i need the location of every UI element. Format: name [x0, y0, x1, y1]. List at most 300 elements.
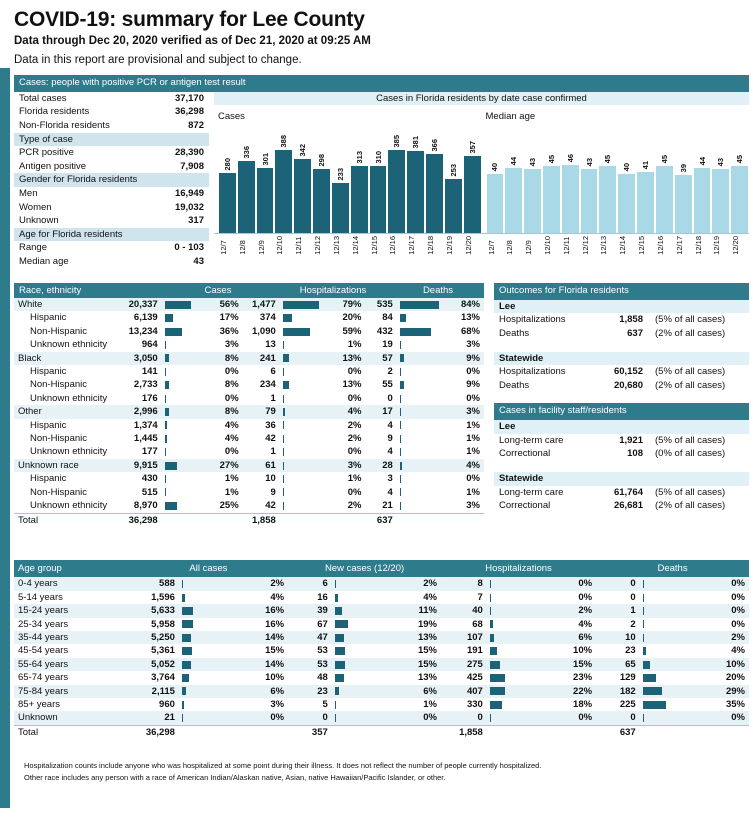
table-value: 65: [625, 658, 636, 670]
x-axis-tick: 12/20: [731, 235, 741, 255]
chart-bar: [487, 126, 504, 233]
stat-label: PCR positive: [19, 147, 74, 159]
bar-rect: [426, 154, 443, 233]
row-label: Unknown ethnicity: [30, 392, 108, 404]
outcome-row: [494, 327, 749, 341]
outcome-row: [494, 365, 749, 379]
table-percent: 16%: [265, 605, 285, 617]
inline-bar-cell: [332, 618, 404, 631]
inline-bar: [643, 647, 646, 655]
bar-rect: [407, 151, 424, 233]
bar-value-label: 381: [411, 136, 421, 149]
race-ethnicity-table: [14, 283, 484, 527]
footnote-1: Hospitalization counts include anyone who was hospitalized at some point during their illness. It does not reflect the number of people currently hospitalized.: [24, 761, 542, 770]
stat-value: 37,170: [174, 92, 204, 104]
table-value: 36,298: [145, 726, 175, 738]
table-value: 23: [317, 685, 328, 697]
inline-bar: [400, 435, 401, 443]
row-label: 35-44 years: [18, 632, 69, 644]
inline-bar-cell: [487, 618, 559, 631]
inline-bar-cell: [179, 591, 251, 604]
inline-bar: [643, 661, 650, 669]
inline-bar-cell: [397, 419, 453, 432]
chart-bar: [388, 126, 405, 233]
chart-bar: [275, 126, 292, 233]
table-value: 1,858: [252, 514, 276, 526]
chart-bar: [332, 126, 349, 233]
inline-bar: [490, 687, 505, 695]
table-value: 588: [159, 578, 175, 590]
table-percent: 13%: [342, 352, 362, 364]
table-value: 28: [382, 459, 393, 471]
row-label: Non-Hispanic: [30, 325, 88, 337]
table-value: 55: [382, 379, 393, 391]
stat-section-header: Gender for Florida residents: [14, 173, 209, 187]
bar-value-label: 39: [678, 164, 688, 173]
median-chart-label: Median age: [485, 110, 536, 122]
outcome-row: [494, 499, 749, 513]
inline-bar-cell: [397, 445, 453, 458]
age-col-group: Age group: [14, 560, 129, 577]
inline-bar: [165, 341, 166, 349]
chart-bar: [599, 126, 616, 233]
inline-bar-cell: [397, 472, 453, 485]
bar-value-label: 233: [335, 168, 345, 181]
table-percent: 1%: [423, 699, 437, 711]
inline-bar-cell: [280, 419, 335, 432]
table-value: 177: [141, 446, 158, 458]
stat-value: 872: [188, 120, 204, 131]
table-percent: 14%: [265, 658, 285, 670]
table-row: [14, 445, 484, 458]
age-col-new: New cases (12/20): [288, 560, 441, 577]
table-percent: 1%: [347, 339, 362, 351]
page-subtitle: Data through Dec 20, 2020 verified as of Dec 21, 2020 at 09:25 AM: [14, 35, 371, 48]
table-percent: 9%: [466, 379, 480, 391]
x-axis-tick: 12/14: [618, 235, 628, 255]
bar-rect: [294, 159, 311, 233]
table-value: 1,445: [133, 433, 158, 445]
table-row: [14, 405, 484, 418]
table-value: 6: [322, 578, 328, 590]
facility-lee-label: Lee: [494, 420, 749, 434]
inline-bar: [283, 301, 319, 309]
table-value: 8: [477, 578, 483, 590]
stat-value: 0 - 103: [174, 242, 204, 254]
table-value: 9,915: [133, 459, 158, 471]
stat-label: Non-Florida residents: [19, 120, 110, 131]
table-row: [14, 298, 484, 311]
bar-value-label: 40: [490, 163, 500, 172]
stat-row: [14, 92, 209, 106]
inline-bar-cell: [162, 472, 212, 485]
chart-bar: [445, 126, 462, 233]
bar-value-label: 43: [528, 158, 538, 167]
outcome-row: [494, 447, 749, 461]
inline-bar: [182, 661, 191, 669]
inline-bar: [283, 475, 284, 483]
table-percent: 13%: [417, 672, 437, 684]
inline-bar-cell: [332, 658, 404, 671]
table-percent: 8%: [224, 352, 239, 364]
table-value: 407: [466, 685, 483, 697]
table-percent: 0%: [347, 366, 362, 378]
chart-bar: [257, 126, 274, 233]
outcome-label: Correctional: [499, 500, 551, 512]
inline-bar: [490, 647, 497, 655]
table-value: 0: [630, 578, 636, 590]
stat-value: 16,949: [174, 187, 204, 199]
inline-bar-cell: [179, 698, 251, 711]
bar-value-label: 44: [509, 157, 519, 166]
bar-rect: [675, 175, 692, 233]
inline-bar-cell: [280, 486, 335, 499]
inline-bar-cell: [640, 698, 712, 711]
table-row: [14, 698, 749, 711]
facility-title: Cases in facility staff/residents: [494, 403, 749, 420]
inline-bar: [283, 448, 284, 456]
table-value: 36,298: [128, 514, 158, 526]
table-value: 1: [270, 446, 276, 458]
table-row: [14, 604, 749, 617]
bar-value-label: 310: [373, 151, 383, 164]
inline-bar: [165, 381, 169, 389]
table-percent: 4%: [347, 406, 362, 418]
outcome-row: [494, 434, 749, 448]
inline-bar-cell: [162, 419, 212, 432]
table-percent: 13%: [460, 312, 480, 324]
chart-bar: [238, 126, 255, 233]
x-axis-tick: 12/9: [256, 239, 266, 255]
table-percent: 0%: [347, 392, 362, 404]
table-percent: 4%: [224, 419, 239, 431]
stat-value: 19,032: [174, 201, 204, 213]
inline-bar-cell: [280, 298, 335, 311]
stat-row: [14, 119, 209, 133]
x-axis-tick: 12/16: [388, 235, 398, 255]
bar-value-label: 313: [354, 151, 364, 164]
inline-bar: [490, 634, 494, 642]
stat-label: Women: [19, 201, 52, 213]
inline-bar: [182, 580, 183, 588]
facility-panel: [494, 403, 749, 512]
table-row: [14, 618, 749, 631]
table-value: 141: [141, 366, 158, 378]
bar-value-label: 253: [448, 164, 458, 177]
row-label: White: [18, 299, 43, 310]
inline-bar-cell: [487, 604, 559, 617]
bar-value-label: 301: [260, 153, 270, 166]
outcome-value: 61,764: [613, 486, 643, 498]
table-percent: 1%: [347, 473, 362, 485]
inline-bar-cell: [397, 325, 453, 338]
stat-row: [14, 241, 209, 255]
table-percent: 2%: [731, 632, 745, 644]
inline-bar: [400, 301, 439, 309]
table-percent: 0%: [423, 712, 437, 724]
inline-bar-cell: [640, 685, 712, 698]
table-value: 16: [317, 591, 328, 603]
inline-bar: [283, 408, 285, 416]
table-row: [14, 499, 484, 513]
table-value: 1,090: [252, 325, 276, 337]
table-row: [14, 658, 749, 671]
row-label: Hispanic: [30, 312, 67, 324]
inline-bar: [643, 607, 644, 615]
table-value: 17: [382, 406, 393, 418]
table-percent: 2%: [578, 605, 593, 617]
x-axis-tick: 12/13: [599, 235, 609, 255]
outcome-label: Long-term care: [499, 486, 564, 498]
bar-value-label: 40: [622, 163, 632, 172]
table-value: 3,764: [151, 672, 175, 684]
inline-bar: [283, 421, 284, 429]
table-row: [14, 459, 484, 472]
x-axis-tick: 12/12: [313, 235, 323, 255]
bar-rect: [524, 169, 541, 233]
inline-bar: [490, 714, 491, 722]
inline-bar: [283, 368, 284, 376]
inline-bar-cell: [397, 311, 453, 324]
stat-row: [14, 201, 209, 215]
table-value: 0: [322, 712, 328, 724]
table-value: 637: [619, 726, 636, 738]
table-value: 84: [382, 312, 393, 324]
inline-bar: [165, 328, 182, 336]
cases-charts: [214, 92, 749, 269]
bar-rect: [445, 179, 462, 233]
inline-bar: [335, 701, 336, 709]
table-row: [14, 378, 484, 391]
table-value: 19: [382, 339, 393, 351]
x-axis-tick: 12/18: [426, 235, 436, 255]
page-title: COVID-19: summary for Lee County: [14, 8, 365, 31]
table-percent: 4%: [270, 591, 285, 603]
bar-rect: [694, 168, 711, 233]
inline-bar-cell: [280, 499, 335, 513]
table-value: 5,958: [151, 618, 175, 630]
table-percent: 25%: [219, 500, 239, 512]
x-axis-tick: 12/7: [219, 239, 228, 255]
bar-rect: [388, 150, 405, 233]
table-percent: 0%: [224, 392, 239, 404]
inline-bar-cell: [162, 459, 212, 472]
bar-rect: [219, 173, 236, 233]
stat-row: [14, 160, 209, 174]
x-axis-tick: 12/10: [542, 235, 552, 255]
table-value: 2: [630, 618, 636, 630]
table-row: [14, 671, 749, 684]
inline-bar: [400, 368, 401, 376]
inline-bar-cell: [332, 698, 404, 711]
inline-bar-cell: [162, 365, 212, 378]
row-label: Total: [18, 514, 39, 526]
cases-chart-xaxis: [214, 234, 482, 255]
table-value: 13,234: [128, 325, 158, 337]
chart-bar: [351, 126, 368, 233]
table-percent: 20%: [725, 672, 745, 684]
inline-bar: [283, 381, 289, 389]
outcome-value: 26,681: [613, 500, 643, 512]
table-value: 13: [265, 339, 276, 351]
table-percent: 3%: [270, 699, 285, 711]
inline-bar: [335, 714, 336, 722]
footnote-2: Other race includes any person with a race of American Indian/Alaskan native, Asian, native Hawaiian/Pacific Islander, or other.: [24, 773, 446, 782]
age-col-all: All cases: [129, 560, 288, 577]
outcome-label: Hospitalizations: [499, 314, 566, 326]
chart-bar: [675, 126, 692, 233]
table-percent: 4%: [578, 618, 593, 630]
inline-bar: [165, 488, 166, 496]
inline-bar: [283, 341, 284, 349]
bar-value-label: 45: [735, 155, 745, 164]
table-percent: 6%: [270, 685, 285, 697]
table-value: 191: [466, 645, 483, 657]
inline-bar: [490, 701, 502, 709]
row-label: Non-Hispanic: [30, 486, 88, 498]
table-value: 330: [466, 699, 483, 711]
inline-bar-cell: [640, 604, 712, 617]
table-percent: 13%: [417, 632, 437, 644]
race-table-body: [14, 298, 484, 527]
inline-bar-cell: [280, 365, 335, 378]
table-percent: 10%: [573, 645, 593, 657]
cases-panel: [14, 75, 749, 269]
table-value: 535: [376, 299, 393, 310]
report-header: [0, 0, 753, 66]
stat-label: Median age: [19, 255, 69, 267]
x-axis-tick: 12/15: [637, 235, 647, 255]
inline-bar-cell: [332, 591, 404, 604]
inline-bar-cell: [640, 671, 712, 684]
table-percent: 4%: [423, 591, 437, 603]
x-axis-tick: 12/18: [693, 235, 703, 255]
inline-bar: [400, 488, 401, 496]
table-row: [14, 685, 749, 698]
stat-row: [14, 214, 209, 228]
x-axis-tick: 12/11: [561, 236, 571, 255]
table-value: 425: [466, 672, 483, 684]
chart-bar: [426, 126, 443, 233]
bar-value-label: 43: [716, 158, 726, 167]
bar-value-label: 280: [222, 158, 232, 171]
table-percent: 20%: [342, 312, 362, 324]
inline-bar-cell: [162, 311, 212, 324]
chart-bar: [294, 126, 311, 233]
table-percent: 18%: [573, 699, 593, 711]
row-label: Unknown: [18, 712, 58, 724]
stat-label: Unknown: [19, 215, 59, 227]
bar-rect: [581, 169, 598, 233]
outcomes-lee-label: Lee: [494, 300, 749, 314]
outcome-label: Deaths: [499, 328, 530, 339]
table-value: 40: [472, 605, 483, 617]
inline-bar: [182, 634, 191, 642]
table-percent: 0%: [731, 591, 745, 603]
bar-value-label: 45: [603, 155, 613, 164]
table-value: 5,633: [151, 605, 175, 617]
inline-bar-cell: [162, 325, 212, 338]
x-axis-tick: 12/10: [275, 235, 285, 255]
table-row: [14, 325, 484, 338]
inline-bar-cell: [640, 644, 712, 657]
chart-bar: [524, 126, 541, 233]
table-value: 61: [265, 459, 276, 471]
table-value: 21: [164, 712, 175, 724]
inline-bar: [165, 421, 167, 429]
x-axis-tick: 12/19: [712, 235, 722, 255]
stat-section-header: Age for Florida residents: [14, 228, 209, 242]
table-percent: 68%: [460, 325, 480, 337]
table-value: 2,733: [133, 379, 158, 391]
table-percent: 0%: [347, 486, 362, 498]
table-percent: 2%: [347, 433, 362, 445]
table-value: 0: [387, 392, 393, 404]
inline-bar: [335, 620, 348, 628]
table-percent: 1%: [224, 486, 239, 498]
table-value: 129: [619, 672, 636, 684]
table-row: [14, 352, 484, 365]
table-row: [14, 472, 484, 485]
x-axis-tick: 12/15: [369, 235, 379, 255]
inline-bar: [643, 687, 662, 695]
table-value: 9: [387, 433, 393, 445]
table-percent: 4%: [466, 459, 480, 471]
table-value: 53: [317, 658, 328, 670]
outcome-value: 637: [627, 328, 643, 339]
inline-bar-cell: [332, 604, 404, 617]
row-label: Non-Hispanic: [30, 379, 88, 391]
inline-bar: [643, 714, 644, 722]
inline-bar-cell: [397, 459, 453, 472]
table-value: 225: [619, 699, 636, 711]
table-value: 1: [630, 605, 636, 617]
table-value: 176: [141, 392, 158, 404]
inline-bar-cell: [280, 405, 335, 418]
x-axis-tick: 12/9: [524, 239, 534, 255]
outcome-note: (5% of all cases): [655, 434, 726, 446]
stat-section-header: Type of case: [14, 133, 209, 147]
inline-bar-cell: [640, 631, 712, 644]
inline-bar-cell: [280, 392, 335, 405]
chart-bar: [637, 126, 654, 233]
inline-bar: [490, 661, 500, 669]
table-percent: 35%: [725, 699, 745, 711]
inline-bar-cell: [397, 405, 453, 418]
chart-bar: [407, 126, 424, 233]
bar-value-label: 43: [584, 158, 594, 167]
stat-value: 28,390: [174, 147, 204, 159]
table-row: [14, 644, 749, 657]
inline-bar-cell: [162, 378, 212, 391]
table-percent: 4%: [224, 433, 239, 445]
inline-bar: [643, 620, 644, 628]
bar-value-label: 45: [546, 155, 556, 164]
table-row: [14, 432, 484, 445]
table-percent: 79%: [342, 299, 362, 310]
inline-bar-cell: [179, 577, 251, 590]
table-value: 79: [265, 406, 276, 418]
age-table-header: [14, 560, 749, 577]
inline-bar-cell: [640, 618, 712, 631]
inline-bar: [335, 661, 345, 669]
inline-bar: [490, 594, 491, 602]
inline-bar-cell: [162, 486, 212, 499]
inline-bar-cell: [487, 658, 559, 671]
inline-bar: [400, 354, 404, 362]
inline-bar: [182, 701, 184, 709]
inline-bar-cell: [332, 671, 404, 684]
